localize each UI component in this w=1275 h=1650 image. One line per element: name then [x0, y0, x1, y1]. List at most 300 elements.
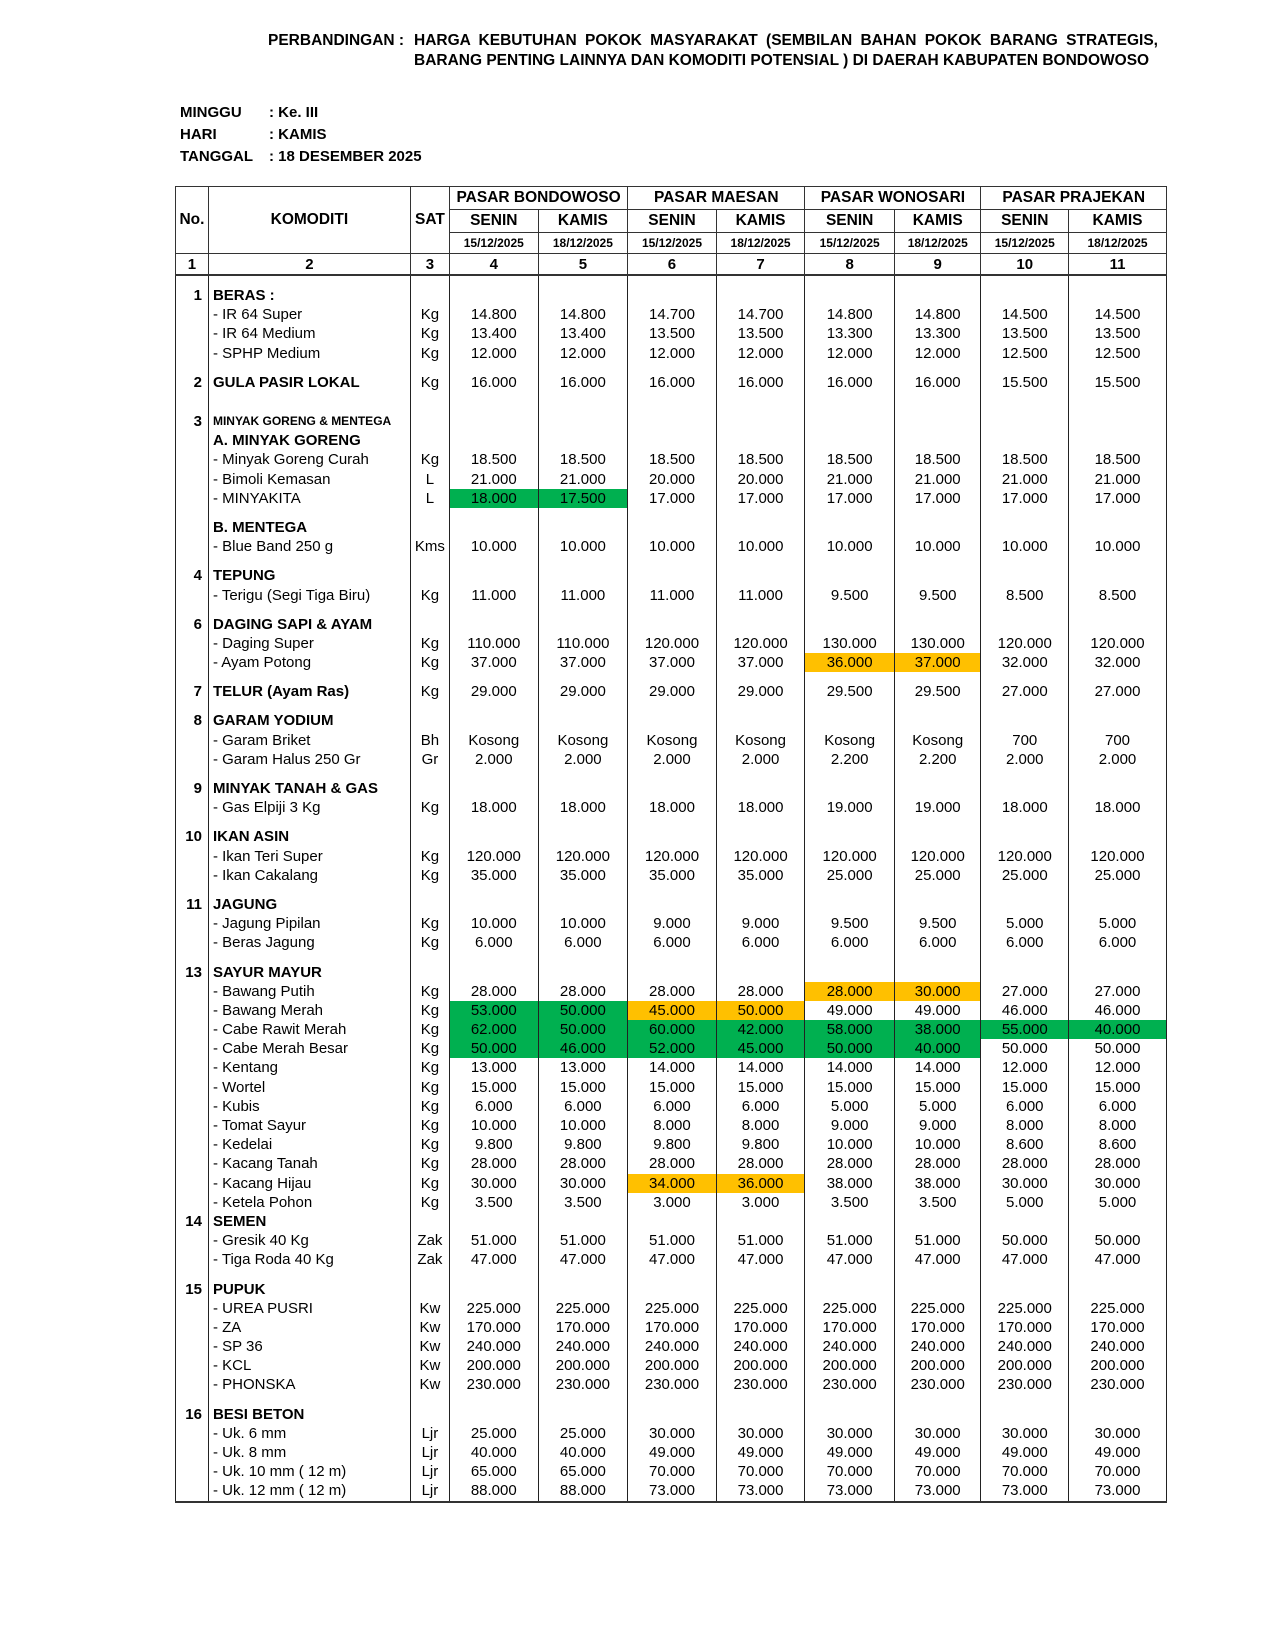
commodity-name: - IR 64 Super [208, 305, 410, 324]
price-cell: 40.000 [1069, 1020, 1167, 1039]
row-number: 8 [176, 711, 209, 730]
price-cell [1069, 508, 1167, 518]
price-cell: 28.000 [805, 982, 895, 1001]
price-cell: 15.000 [1069, 1078, 1167, 1097]
price-cell: 6.000 [628, 1097, 717, 1116]
row-number [176, 750, 209, 769]
commodity-name: - Uk. 6 mm [208, 1424, 410, 1443]
price-cell: 18.500 [894, 450, 981, 469]
price-cell [981, 1279, 1069, 1298]
price-cell [716, 672, 805, 682]
price-cell [628, 672, 717, 682]
commodity-name: BERAS : [208, 286, 410, 305]
price-cell [981, 672, 1069, 682]
spacer-row [176, 1269, 1167, 1279]
price-cell: 225.000 [628, 1299, 717, 1318]
price-cell: 50.000 [716, 1001, 805, 1020]
price-cell: 13.500 [1069, 324, 1167, 343]
table-row [176, 866, 1167, 885]
table-row [176, 344, 1167, 363]
price-cell: 15.000 [894, 1078, 981, 1097]
table-row [176, 450, 1167, 469]
price-cell: 73.000 [894, 1481, 981, 1501]
price-cell: 225.000 [538, 1299, 628, 1318]
commodity-name [208, 1395, 410, 1405]
price-cell: 11.000 [628, 585, 717, 604]
price-cell: 9.800 [628, 1135, 717, 1154]
price-cell: 3.500 [449, 1193, 538, 1212]
commodity-name: - Kacang Tanah [208, 1154, 410, 1173]
price-cell: 225.000 [894, 1299, 981, 1318]
price-cell: 19.000 [805, 798, 895, 817]
row-number [176, 672, 209, 682]
price-cell [628, 952, 717, 962]
price-cell: 18.000 [449, 798, 538, 817]
price-cell: 37.000 [894, 653, 981, 672]
commodity-name: DAGING SAPI & AYAM [208, 615, 410, 634]
price-cell [981, 566, 1069, 585]
price-cell: 25.000 [894, 866, 981, 885]
unit-cell: Kg [410, 305, 449, 324]
row-number [176, 470, 209, 489]
price-cell: 18.000 [981, 798, 1069, 817]
spacer-row [176, 392, 1167, 402]
price-cell: 70.000 [716, 1462, 805, 1481]
commodity-name: MINYAK GORENG & MENTEGA [208, 412, 410, 431]
unit-cell: Kg [410, 1020, 449, 1039]
price-cell [538, 392, 628, 402]
price-cell [628, 1405, 717, 1424]
price-cell: 20.000 [628, 470, 717, 489]
price-cell: 30.000 [894, 1424, 981, 1443]
unit-cell: Bh [410, 731, 449, 750]
price-cell [716, 508, 805, 518]
price-cell [805, 508, 895, 518]
price-cell: 5.000 [1069, 914, 1167, 933]
price-cell: 70.000 [981, 1462, 1069, 1481]
category-row [176, 431, 1167, 450]
commodity-name [208, 769, 410, 779]
price-cell: 30.000 [716, 1424, 805, 1443]
price-cell: 9.500 [805, 914, 895, 933]
market-header: PASAR WONOSARI [805, 187, 981, 210]
price-cell: 47.000 [449, 1250, 538, 1269]
unit-cell: Kg [410, 344, 449, 363]
price-cell: 14.000 [716, 1058, 805, 1077]
row-number [176, 914, 209, 933]
price-cell: 29.000 [628, 682, 717, 701]
price-cell [449, 711, 538, 730]
unit-cell [410, 827, 449, 846]
price-cell: 16.000 [628, 373, 717, 392]
price-cell: 50.000 [449, 1039, 538, 1058]
price-cell [716, 286, 805, 305]
price-cell [628, 431, 717, 450]
row-number [176, 634, 209, 653]
day-header: KAMIS [716, 210, 805, 233]
price-cell: 130.000 [894, 634, 981, 653]
unit-cell [410, 779, 449, 798]
price-cell: 200.000 [449, 1356, 538, 1375]
row-number: 2 [176, 373, 209, 392]
commodity-name: - Tomat Sayur [208, 1116, 410, 1135]
price-cell [805, 672, 895, 682]
price-cell [716, 779, 805, 798]
unit-cell: Gr [410, 750, 449, 769]
price-cell [805, 817, 895, 827]
price-cell [449, 615, 538, 634]
row-number [176, 1135, 209, 1154]
price-cell [716, 1269, 805, 1279]
price-cell: 18.000 [716, 798, 805, 817]
price-cell: 3.000 [716, 1193, 805, 1212]
price-cell: 17.500 [538, 489, 628, 508]
price-cell [538, 1279, 628, 1298]
price-cell [449, 1212, 538, 1231]
row-number [176, 508, 209, 518]
col-number: 9 [894, 254, 981, 276]
price-cell: 47.000 [538, 1250, 628, 1269]
table-row [176, 305, 1167, 324]
price-cell: 36.000 [805, 653, 895, 672]
price-cell: Kosong [805, 731, 895, 750]
unit-cell: Kg [410, 1193, 449, 1212]
price-cell [538, 412, 628, 431]
price-cell [716, 1395, 805, 1405]
price-cell [1069, 962, 1167, 981]
price-cell: 14.800 [805, 305, 895, 324]
price-cell: 240.000 [628, 1337, 717, 1356]
price-cell: 27.000 [1069, 682, 1167, 701]
price-cell: 170.000 [805, 1318, 895, 1337]
unit-cell: Zak [410, 1231, 449, 1250]
commodity-name: - Bawang Merah [208, 1001, 410, 1020]
unit-cell: Kw [410, 1299, 449, 1318]
price-cell [894, 701, 981, 711]
market-header: PASAR PRAJEKAN [981, 187, 1167, 210]
unit-cell [410, 769, 449, 779]
price-cell: 15.000 [716, 1078, 805, 1097]
price-cell: 29.500 [894, 682, 981, 701]
price-cell: 11.000 [538, 585, 628, 604]
commodity-name: - Cabe Rawit Merah [208, 1020, 410, 1039]
price-cell: Kosong [449, 731, 538, 750]
price-cell: 12.000 [449, 344, 538, 363]
price-cell [805, 1269, 895, 1279]
price-cell: 51.000 [538, 1231, 628, 1250]
price-cell [1069, 779, 1167, 798]
unit-cell [410, 711, 449, 730]
price-cell: 9.800 [716, 1135, 805, 1154]
date-header: 15/12/2025 [628, 233, 717, 254]
price-cell [628, 1212, 717, 1231]
price-cell: 13.400 [538, 324, 628, 343]
table-row [176, 1097, 1167, 1116]
price-cell: 8.600 [1069, 1135, 1167, 1154]
row-number [176, 1250, 209, 1269]
commodity-name [208, 556, 410, 566]
commodity-name: JAGUNG [208, 895, 410, 914]
price-cell: 28.000 [805, 1154, 895, 1173]
price-cell [1069, 1395, 1167, 1405]
col-number: 6 [628, 254, 717, 276]
price-cell: 8.000 [716, 1116, 805, 1135]
price-cell: 14.800 [894, 305, 981, 324]
price-cell [628, 275, 717, 286]
price-cell [449, 566, 538, 585]
price-cell [805, 392, 895, 402]
commodity-name [208, 508, 410, 518]
table-row [176, 653, 1167, 672]
col-number: 5 [538, 254, 628, 276]
price-cell: 16.000 [894, 373, 981, 392]
price-cell [1069, 402, 1167, 412]
price-cell [538, 962, 628, 981]
price-cell [894, 769, 981, 779]
price-cell: 10.000 [449, 537, 538, 556]
table-row [176, 933, 1167, 952]
day-header: KAMIS [538, 210, 628, 233]
unit-cell: Kg [410, 933, 449, 952]
price-cell: 16.000 [716, 373, 805, 392]
commodity-name [208, 605, 410, 615]
price-cell [716, 402, 805, 412]
unit-cell: Kg [410, 1001, 449, 1020]
price-cell [538, 566, 628, 585]
col-number: 7 [716, 254, 805, 276]
commodity-name [208, 275, 410, 286]
table-row [176, 798, 1167, 817]
commodity-name: - Gas Elpiji 3 Kg [208, 798, 410, 817]
price-cell: 49.000 [981, 1443, 1069, 1462]
table-row [176, 1058, 1167, 1077]
commodity-name: - Uk. 12 mm ( 12 m) [208, 1481, 410, 1501]
unit-cell: Kg [410, 1174, 449, 1193]
row-number [176, 1116, 209, 1135]
price-cell: 12.500 [981, 344, 1069, 363]
commodity-name: - Jagung Pipilan [208, 914, 410, 933]
price-cell [805, 556, 895, 566]
price-cell: 17.000 [981, 489, 1069, 508]
price-cell [449, 962, 538, 981]
price-cell: 46.000 [1069, 1001, 1167, 1020]
unit-cell: Kg [410, 450, 449, 469]
price-cell: 35.000 [538, 866, 628, 885]
price-cell [716, 518, 805, 537]
price-cell [805, 431, 895, 450]
price-cell: 170.000 [628, 1318, 717, 1337]
price-cell: 9.500 [805, 585, 895, 604]
price-cell [805, 412, 895, 431]
price-cell: 17.000 [805, 489, 895, 508]
price-cell [538, 895, 628, 914]
price-cell: 6.000 [894, 933, 981, 952]
unit-cell: Kg [410, 914, 449, 933]
price-cell [894, 605, 981, 615]
commodity-name: - Ayam Potong [208, 653, 410, 672]
price-comparison-table [175, 186, 1167, 1503]
price-cell: 225.000 [981, 1299, 1069, 1318]
unit-cell: Kg [410, 634, 449, 653]
unit-cell: L [410, 470, 449, 489]
commodity-name: - Kacang Hijau [208, 1174, 410, 1193]
price-cell: 47.000 [981, 1250, 1069, 1269]
price-cell: 2.000 [628, 750, 717, 769]
row-number [176, 1481, 209, 1501]
commodity-name: MINYAK TANAH & GAS [208, 779, 410, 798]
price-cell: 230.000 [805, 1375, 895, 1394]
price-cell [805, 769, 895, 779]
unit-cell [410, 518, 449, 537]
day-header: SENIN [981, 210, 1069, 233]
price-cell: 14.700 [628, 305, 717, 324]
commodity-name [208, 952, 410, 962]
unit-cell [410, 1405, 449, 1424]
price-cell: 170.000 [1069, 1318, 1167, 1337]
price-cell: 19.000 [894, 798, 981, 817]
row-number [176, 324, 209, 343]
row-number [176, 402, 209, 412]
price-cell: 120.000 [716, 634, 805, 653]
price-cell: 38.000 [894, 1020, 981, 1039]
price-cell: 240.000 [716, 1337, 805, 1356]
price-cell: 25.000 [805, 866, 895, 885]
table-row [176, 1481, 1167, 1501]
commodity-name: - Uk. 10 mm ( 12 m) [208, 1462, 410, 1481]
commodity-name: - Tiga Roda 40 Kg [208, 1250, 410, 1269]
price-cell: 18.500 [1069, 450, 1167, 469]
price-cell [716, 885, 805, 895]
price-cell: 73.000 [628, 1481, 717, 1501]
price-cell [1069, 412, 1167, 431]
row-number [176, 363, 209, 373]
price-cell [449, 769, 538, 779]
category-row [176, 286, 1167, 305]
price-cell: 13.300 [805, 324, 895, 343]
row-number [176, 1097, 209, 1116]
price-cell: 230.000 [538, 1375, 628, 1394]
table-row [176, 1462, 1167, 1481]
price-cell: 49.000 [1069, 1443, 1167, 1462]
price-cell [716, 952, 805, 962]
price-cell [716, 566, 805, 585]
price-cell [894, 431, 981, 450]
price-cell: 18.500 [628, 450, 717, 469]
row-number [176, 1269, 209, 1279]
price-cell: 18.000 [449, 489, 538, 508]
row-number [176, 769, 209, 779]
price-cell [628, 363, 717, 373]
price-cell [449, 1405, 538, 1424]
spacer-row [176, 952, 1167, 962]
price-cell [449, 412, 538, 431]
price-cell [449, 895, 538, 914]
unit-cell: Kg [410, 847, 449, 866]
table-row [176, 750, 1167, 769]
price-cell [716, 556, 805, 566]
unit-cell [410, 431, 449, 450]
price-cell: 170.000 [538, 1318, 628, 1337]
row-number [176, 275, 209, 286]
category-row [176, 1405, 1167, 1424]
price-cell [894, 566, 981, 585]
price-cell [981, 711, 1069, 730]
price-cell [981, 363, 1069, 373]
unit-cell: Kw [410, 1318, 449, 1337]
price-cell: 130.000 [805, 634, 895, 653]
price-cell [1069, 275, 1167, 286]
price-cell [981, 605, 1069, 615]
commodity-name: GARAM YODIUM [208, 711, 410, 730]
price-cell: Kosong [716, 731, 805, 750]
price-cell: 2.000 [981, 750, 1069, 769]
price-cell: 45.000 [628, 1001, 717, 1020]
price-cell [449, 518, 538, 537]
price-cell [1069, 363, 1167, 373]
day-header: SENIN [805, 210, 895, 233]
price-cell [449, 779, 538, 798]
price-cell [805, 952, 895, 962]
price-cell: 200.000 [628, 1356, 717, 1375]
unit-cell [410, 885, 449, 895]
price-cell [1069, 885, 1167, 895]
price-cell [1069, 952, 1167, 962]
unit-cell: Kg [410, 1078, 449, 1097]
price-cell [805, 895, 895, 914]
unit-cell [410, 817, 449, 827]
price-cell [449, 402, 538, 412]
price-cell [894, 1395, 981, 1405]
price-cell [894, 508, 981, 518]
price-cell [894, 556, 981, 566]
commodity-name: - Terigu (Segi Tiga Biru) [208, 585, 410, 604]
row-number [176, 933, 209, 952]
col-number: 8 [805, 254, 895, 276]
price-cell: 6.000 [716, 1097, 805, 1116]
price-cell: 8.000 [1069, 1116, 1167, 1135]
unit-cell: Kg [410, 653, 449, 672]
price-cell [1069, 769, 1167, 779]
price-cell [449, 817, 538, 827]
price-cell: 13.300 [894, 324, 981, 343]
price-cell: 28.000 [449, 1154, 538, 1173]
price-cell [449, 1269, 538, 1279]
price-cell: 21.000 [538, 470, 628, 489]
price-cell [538, 1395, 628, 1405]
price-cell: 49.000 [805, 1001, 895, 1020]
price-cell: 700 [981, 731, 1069, 750]
unit-cell: Kg [410, 1135, 449, 1154]
price-cell [449, 672, 538, 682]
price-cell [538, 885, 628, 895]
price-cell [1069, 431, 1167, 450]
price-cell [894, 286, 981, 305]
price-cell [1069, 286, 1167, 305]
table-row [176, 537, 1167, 556]
price-cell [716, 1279, 805, 1298]
price-cell: 25.000 [538, 1424, 628, 1443]
price-cell: 52.000 [628, 1039, 717, 1058]
row-number [176, 982, 209, 1001]
price-cell [628, 508, 717, 518]
price-cell: 30.000 [628, 1424, 717, 1443]
row-number [176, 885, 209, 895]
category-row [176, 895, 1167, 914]
price-cell [538, 402, 628, 412]
price-cell: 120.000 [894, 847, 981, 866]
price-cell [538, 701, 628, 711]
table-row [176, 634, 1167, 653]
